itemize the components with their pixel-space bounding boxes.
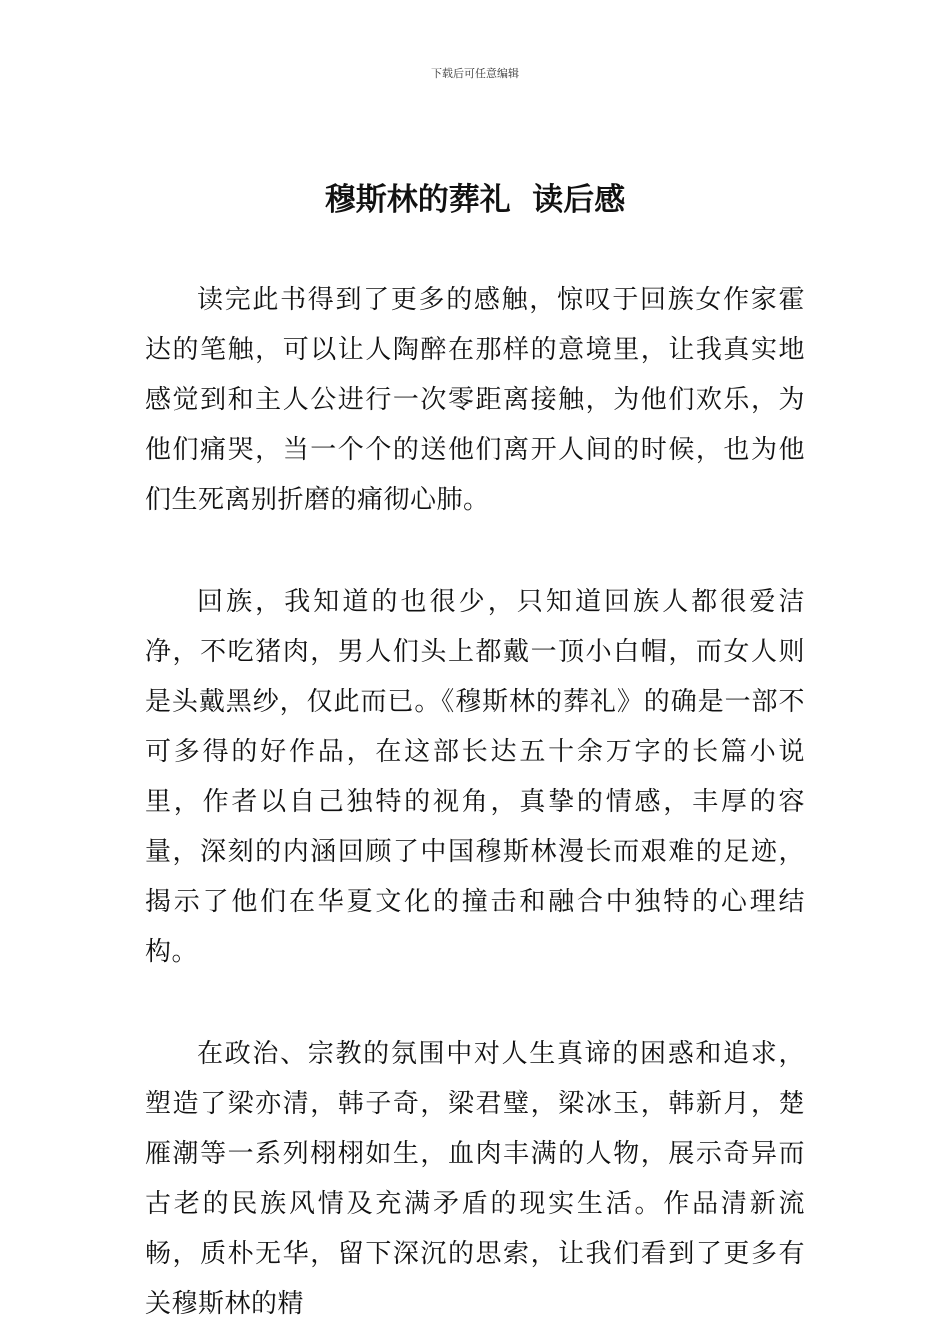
paragraph-2: 回族，我知道的也很少，只知道回族人都很爱洁净，不吃猪肉，男人们头上都戴一顶小白帽，而女人则是头戴黑纱，仅此而已。《穆斯林的葬礼》的确是一部不可多得的好作品，在这部长达五十余万字的长篇小说里，作者以自己独特的视角，真挚的情感，丰厚的容量，深刻的内涵回顾了中国穆斯林漫长而艰难的足迹，揭示了他们在华夏文化的撞击和融合中独特的心理结构。	[145, 587, 805, 967]
paragraph-3: 在政治、宗教的氛围中对人生真谛的困惑和追求，塑造了梁亦清，韩子奇，梁君璧，梁冰玉，韩新月，楚雁潮等一系列栩栩如生，血肉丰满的人物，展示奇异而古老的民族风情及充满矛盾的现实生活。作品清新流畅，质朴无华，留下深沉的思索，让我们看到了更多有关穆斯林的精	[145, 1039, 805, 1319]
document-body	[145, 275, 805, 1329]
header-note: 下载后可任意编辑	[431, 67, 519, 80]
document-title: 穆斯林的葬礼 读后感	[324, 182, 626, 218]
paragraph-1: 读完此书得到了更多的感触，惊叹于回族女作家霍达的笔触，可以让人陶醉在那样的意境里，让我真实地感觉到和主人公进行一次零距离接触，为他们欢乐，为他们痛哭，当一个个的送他们离开人间的时候，也为他们生死离别折磨的痛彻心肺。	[145, 285, 805, 515]
